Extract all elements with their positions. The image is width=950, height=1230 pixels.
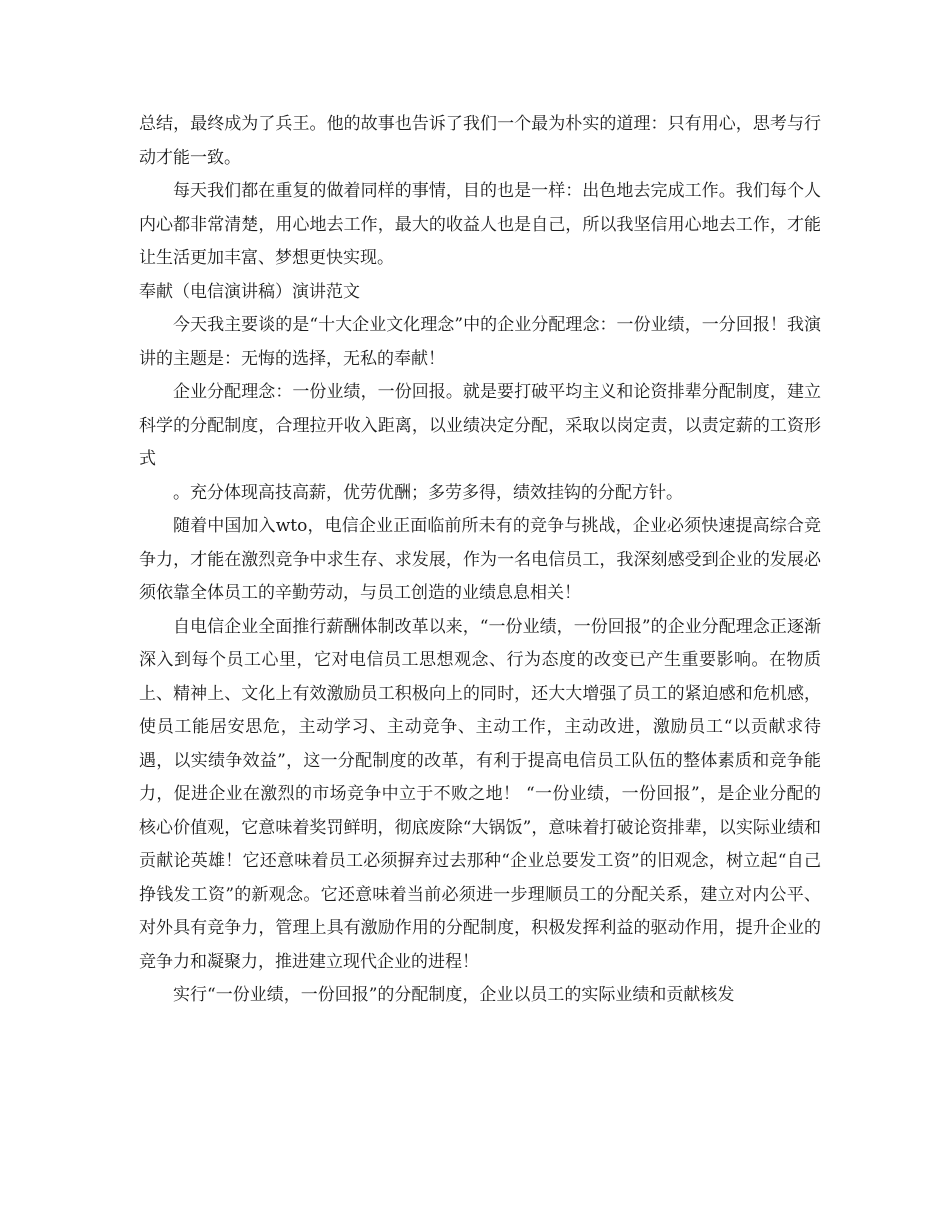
document-page [139,108,821,1013]
paragraph-continuation: 总结，最终成为了兵王。他的故事也告诉了我们一个最为朴实的道理：只有用心，思考与行动才能一致。 [139,114,821,168]
section-heading: 奉献（电信演讲稿）演讲范文 [139,281,360,302]
paragraph: 实行“一份业绩，一份回报”的分配制度，企业以员工的实际业绩和贡献核发 [173,985,735,1005]
paragraph: 企业分配理念：一份业绩，一份回报。就是要打破平均主义和论资排辈分配制度，建立科学的分配制度，合理拉开收入距离，以业绩决定分配，采取以岗定责，以责定薪的工资形式 [139,382,821,469]
paragraph: 。充分体现高技高薪，优劳优酬；多劳多得，绩效挂钩的分配方针。 [173,482,683,503]
paragraph: 自电信企业全面推行薪酬体制改革以来，“一份业绩，一份回报”的企业分配理念正逐渐深入到每个员工心里，它对电信员工思想观念、行为态度的改变已产生重要影响。在物质上、精神上、文化上有效激励员工积极向上的同时，还大大增强了员工的紧迫感和危机感，使员工能居安思危，主动学习、主动竞争、主动工作，主动改进，激励员工“以贡献求待遇，以实绩争效益”，这一分配制度的改革，有利于提高电信员工队伍的整体素质和竞争能力，促进企业在激烈的市场竞争中立于不败之地！ “一份业绩，一份回报”，是企业分配的核心价值观，它意味着奖罚鲜明，彻底废除“大锅饭”，意味着打破论资排辈，以实际业绩和贡献论英雄！它还意味着员工必须摒弃过去那种“企业总要发工资”的旧观念，树立起“自己挣钱发工资”的新观念。它还意味着当前必须进一步理顺员工的分配关系，建立对内公平、对外具有竞争力，管理上具有激励作用的分配制度，积极发挥利益的驱动作用，提升企业的竞争力和凝聚力，推进建立现代企业的进程！ [139,616,821,972]
paragraph: 随着中国加入wto，电信企业正面临前所未有的竞争与挑战，企业必须快速提高综合竞争力，才能在激烈竞争中求生存、求发展，作为一名电信员工，我深刻感受到企业的发展必须依靠全体员工的辛勤劳动，与员工创造的业绩息息相关！ [139,516,821,603]
paragraph: 今天我主要谈的是“十大企业文化理念”中的企业分配理念：一份业绩，一分回报！我演讲的主题是：无悔的选择，无私的奉献！ [139,315,821,369]
paragraph: 每天我们都在重复的做着同样的事情，目的也是一样：出色地去完成工作。我们每个人内心都非常清楚，用心地去工作，最大的收益人也是自己，所以我坚信用心地去工作，才能让生活更加丰富、梦想更快实现。 [139,181,821,268]
